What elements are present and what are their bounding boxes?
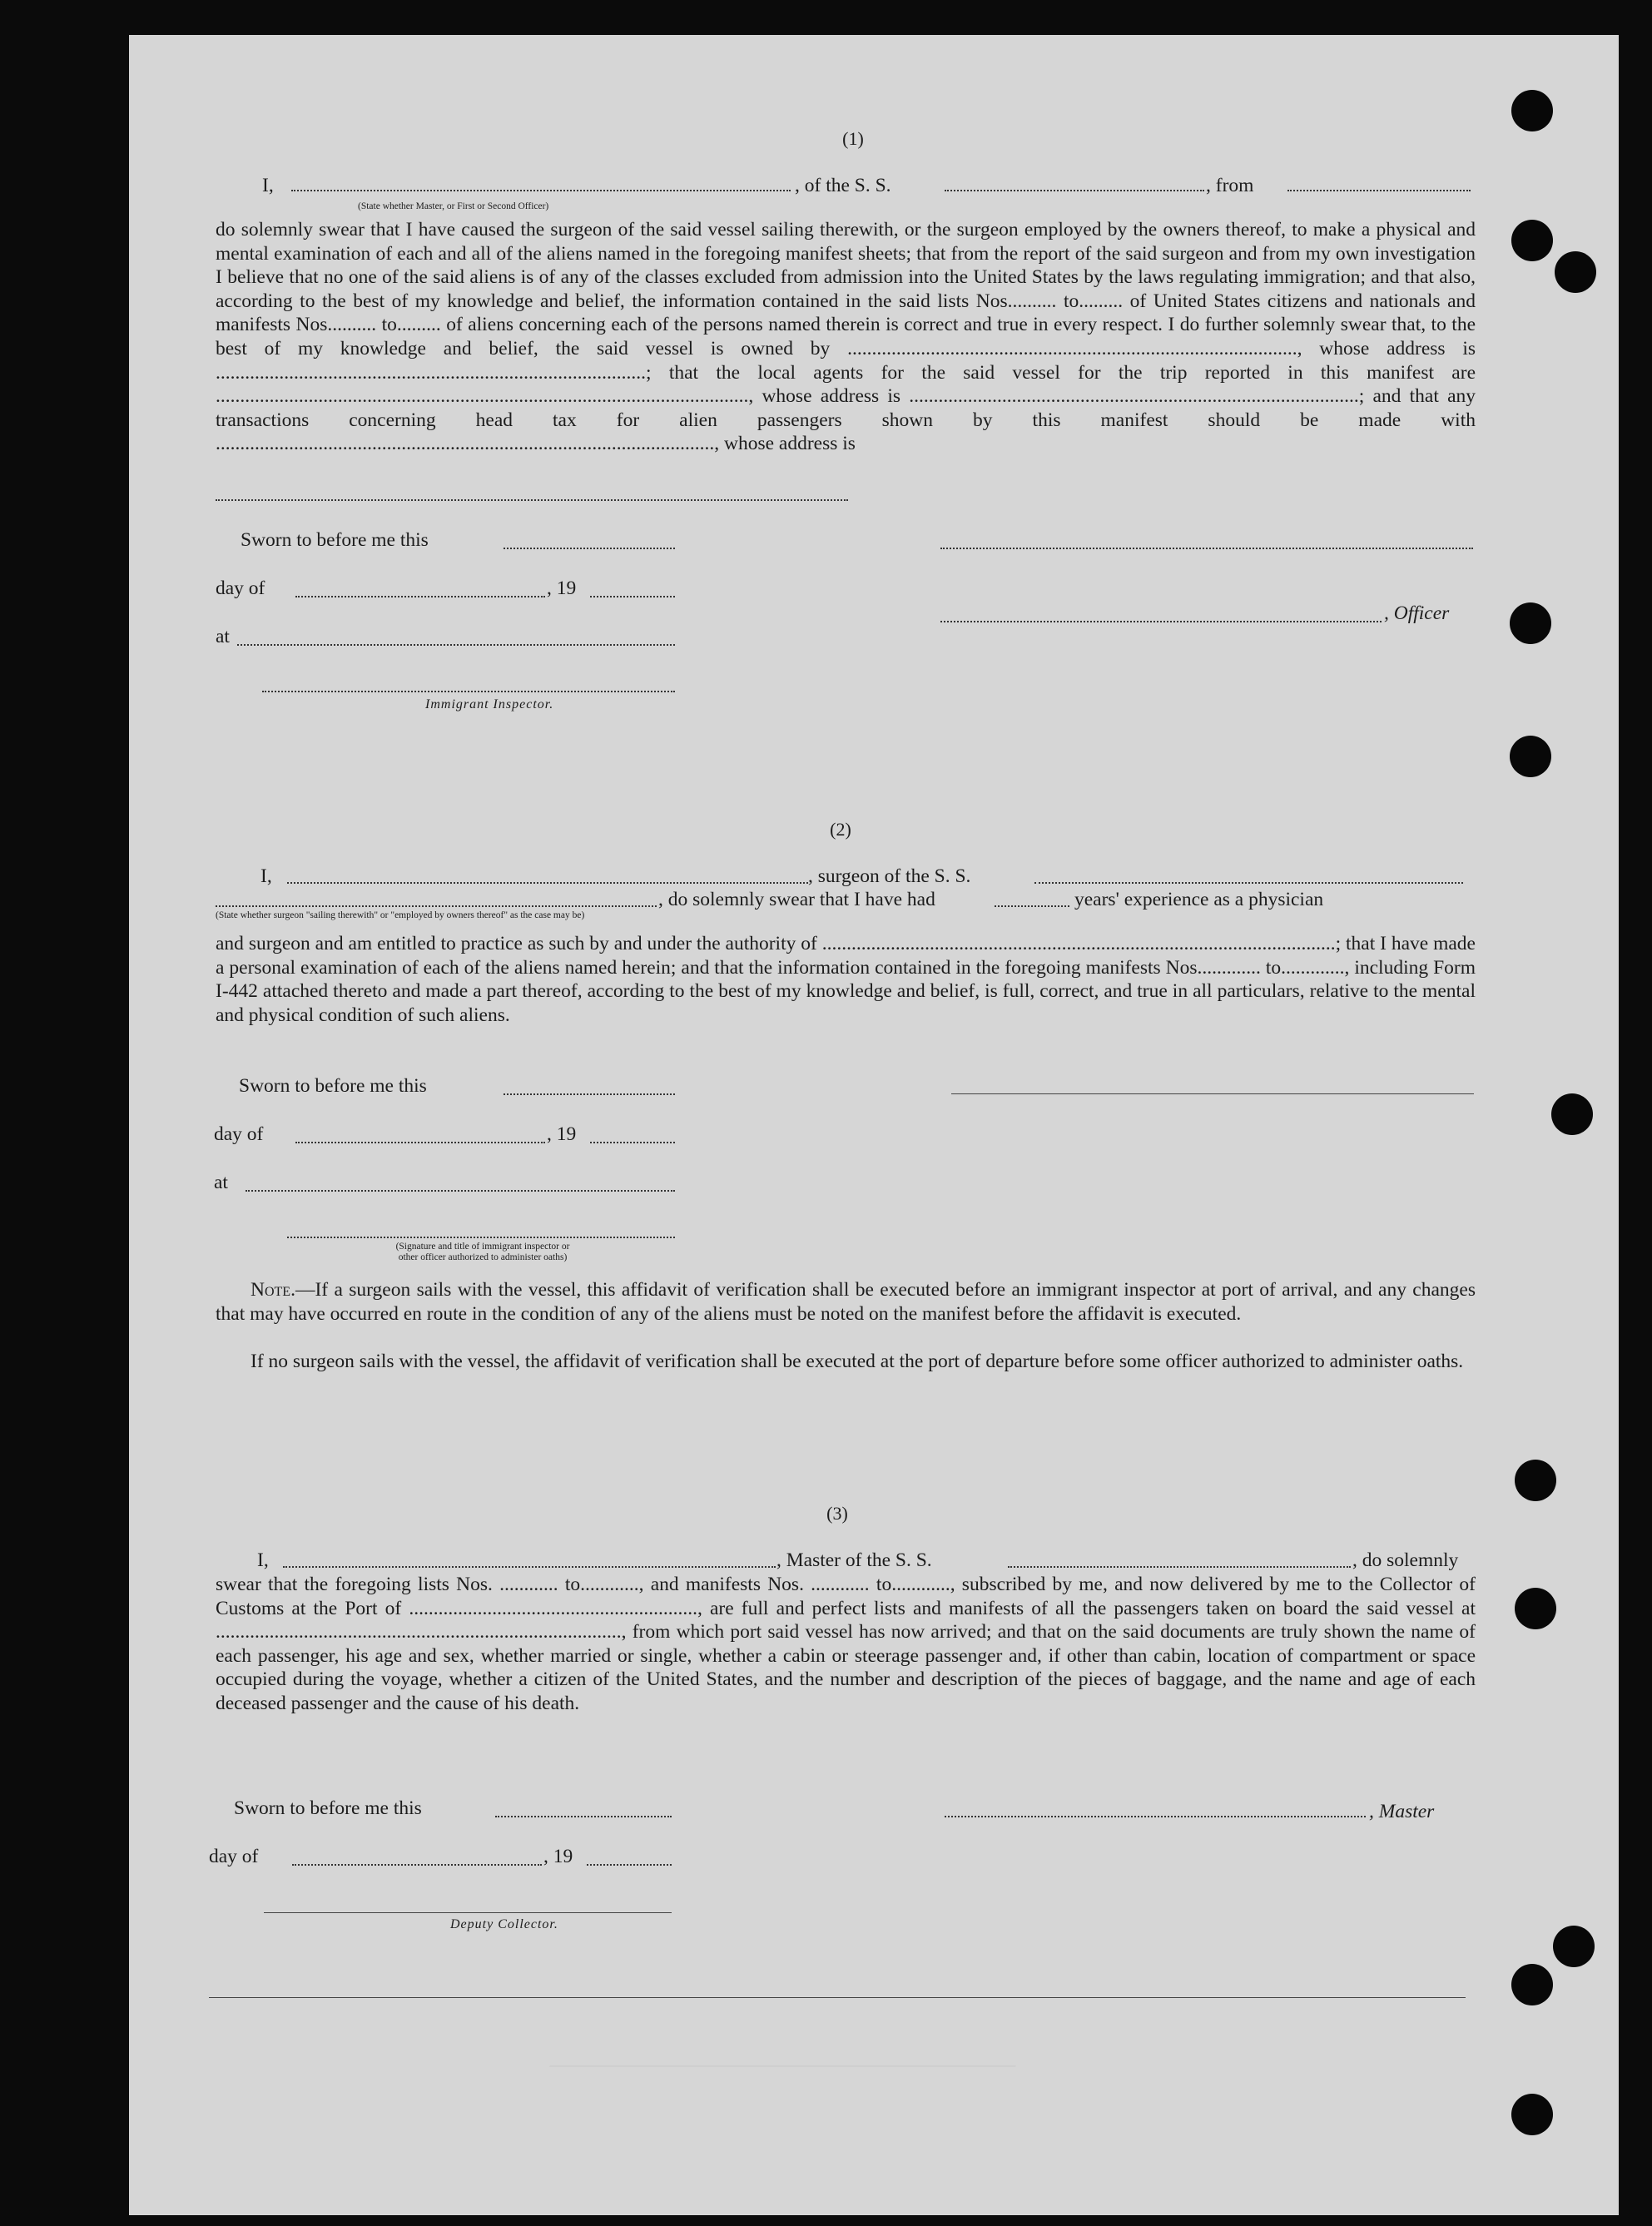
s1-inspector-caption: Immigrant Inspector. xyxy=(425,697,554,711)
s2-years-label: years' experience as a physician xyxy=(1074,889,1324,910)
s3-sworn-label: Sworn to before me this xyxy=(234,1797,422,1819)
s3-master-signature-field[interactable] xyxy=(945,1816,1366,1817)
s3-collector-signature-field[interactable] xyxy=(264,1912,672,1913)
punch-hole-icon xyxy=(1551,1093,1593,1135)
s2-surgeon-name-field[interactable] xyxy=(287,882,808,884)
s2-sworn-label: Sworn to before me this xyxy=(239,1075,427,1097)
punch-hole-icon xyxy=(1510,736,1551,777)
s1-sworn-label: Sworn to before me this xyxy=(241,529,429,551)
punch-hole-icon xyxy=(1553,1926,1595,1967)
s3-master-name-field[interactable] xyxy=(283,1566,776,1568)
s3-year-label: , 19 xyxy=(543,1846,573,1867)
s2-i-label: I, xyxy=(260,865,272,887)
s2-surgeon-label: , surgeon of the S. S. xyxy=(808,865,971,887)
s1-ss-label: , of the S. S. xyxy=(795,175,891,196)
s2-at-label: at xyxy=(214,1172,228,1193)
s1-signature-field[interactable] xyxy=(940,548,1473,549)
s1-sworn-date-field[interactable] xyxy=(504,548,675,549)
s1-from-label: , from xyxy=(1206,175,1254,196)
s3-i-label: I, xyxy=(257,1549,269,1571)
s2-years-field[interactable] xyxy=(995,905,1069,907)
s2-status-caption: (State whether surgeon "sailing therewith" or "employed by owners thereof" as the case may be) xyxy=(216,910,585,920)
s2-note-label: Note. xyxy=(251,1279,295,1301)
s2-year-field[interactable] xyxy=(590,1142,675,1143)
punch-hole-icon xyxy=(1515,1460,1556,1501)
s1-officer-label: , Officer xyxy=(1384,602,1450,624)
s1-officer-rank-field[interactable] xyxy=(291,190,791,191)
s3-collector-caption: Deputy Collector. xyxy=(450,1917,558,1931)
s2-note-text: —If a surgeon sails with the vessel, this affidavit of verification shall be executed before an immigrant inspector at port of arrival, and any changes that may have occurred en route in the condition of any of the aliens must be noted on the manifest before the affidavit is executed. xyxy=(216,1279,1476,1325)
s2-note xyxy=(216,1278,1476,1326)
s3-oath-body: swear that the foregoing lists Nos. ............ to............, and manifests Nos. ............ to............, subscribed by me, and now delivered by me to the Collector of Customs at the Port of ..........................................................., are full and perfect lists and manifests of all the passengers taken on board the said vessel at ..................................................................................., from which port said vessel has now arrived; and that on the said documents are truly shown the name of each passenger, his age and sex, whether married or single, whether a cabin or steerage passenger and, if other than cabin, location of compartment or space occupied during the voyage, whether a citizen of the United States, and the number and description of the pieces of baggage, and the name and age of each deceased passenger and the cause of his death. xyxy=(216,1574,1476,1714)
s1-officer-field[interactable] xyxy=(940,621,1382,622)
s2-signature-caption-1: (Signature and title of immigrant inspector or xyxy=(395,1242,570,1252)
s2-day-of-label: day of xyxy=(214,1123,264,1145)
punch-hole-icon xyxy=(1511,2094,1553,2135)
punch-hole-icon xyxy=(1511,1964,1553,2005)
s3-day-of-field[interactable] xyxy=(292,1864,542,1866)
s1-at-field[interactable] xyxy=(237,644,675,646)
s1-from-port-field[interactable] xyxy=(1287,190,1471,191)
bleed-through-handwriting xyxy=(549,1999,1040,2067)
s2-vessel-name-field[interactable] xyxy=(1034,882,1463,884)
s1-year-field[interactable] xyxy=(590,596,675,597)
s3-end-label: , do solemnly xyxy=(1352,1549,1459,1571)
s1-at-label: at xyxy=(216,626,230,647)
bottom-rule xyxy=(209,1997,1466,1998)
s2-note-2: If no surgeon sails with the vessel, the affidavit of verification shall be executed at the port of departure before some officer authorized to administer oaths. xyxy=(251,1351,1464,1372)
s2-swear-label: , do solemnly swear that I have had xyxy=(658,889,935,910)
s2-sworn-date-field[interactable] xyxy=(504,1093,675,1095)
s2-inspector-signature-field[interactable] xyxy=(287,1237,675,1238)
s3-sworn-date-field[interactable] xyxy=(495,1816,672,1817)
s1-year-label: , 19 xyxy=(547,578,577,599)
s1-i-label: I, xyxy=(262,175,274,196)
s2-surgeon-status-field[interactable] xyxy=(216,905,657,907)
s1-officer-rank-caption: (State whether Master, or First or Second Officer) xyxy=(358,201,549,211)
s1-inspector-signature-field[interactable] xyxy=(262,691,675,692)
section-3-heading: (3) xyxy=(826,1503,848,1524)
document-page xyxy=(129,35,1619,2215)
s3-master-signature-label: , Master xyxy=(1369,1801,1435,1822)
s2-at-field[interactable] xyxy=(246,1190,675,1192)
punch-hole-icon xyxy=(1511,90,1553,131)
s2-oath-body: and surgeon and am entitled to practice as such by and under the authority of .........................................................................................................; that I have made a personal examination of each of the aliens named herein; and that the information contained in the foregoing manifests Nos............. to............., including Form I-442 attached thereto and made a part thereof, according to the best of my knowledge and belief, is full, correct, and true in all particulars, relative to the mental and physical condition of such aliens. xyxy=(216,933,1476,1026)
punch-hole-icon xyxy=(1511,220,1553,261)
s1-address-continuation-field[interactable] xyxy=(216,499,848,501)
s2-signature-field[interactable] xyxy=(951,1093,1474,1094)
s1-day-of-label: day of xyxy=(216,578,265,599)
s1-vessel-name-field[interactable] xyxy=(945,190,1204,191)
s3-vessel-name-field[interactable] xyxy=(1008,1566,1351,1568)
section-1-heading: (1) xyxy=(842,128,864,149)
s2-year-label: , 19 xyxy=(547,1123,577,1145)
punch-hole-icon xyxy=(1510,602,1551,644)
section-2-heading: (2) xyxy=(830,819,851,840)
punch-hole-icon xyxy=(1515,1588,1556,1629)
s2-signature-caption-2: other officer authorized to administer oaths) xyxy=(398,1252,568,1262)
s2-day-of-field[interactable] xyxy=(295,1142,545,1143)
punch-hole-icon xyxy=(1555,251,1596,293)
s3-master-label: , Master of the S. S. xyxy=(776,1549,932,1571)
s1-day-of-field[interactable] xyxy=(295,596,545,597)
s1-oath-body: do solemnly swear that I have caused the surgeon of the said vessel sailing therewith, or the surgeon employed by the owners thereof, to make a physical and mental examination of each and all of the aliens named in the foregoing manifest sheets; that from the report of the said surgeon and from my own investigation I believe that no one of the said aliens is of any of the classes excluded from admission into the United States by the laws regulating immigration; and that also, according to the best of my knowledge and belief, the information contained in the said lists Nos.......... to......... of United States citizens and nationals and manifests Nos.......... to......... of aliens concerning each of the persons named therein is correct and true in every respect. I do further solemnly swear that, to the best of my knowledge and belief, the said vessel is owned by ............................................................................................, whose address is ........................................................................................; that the local agents for the said vessel for the trip reported in this manifest are ............................................................................................................., whose address is ............................................................................................; and that any transactions concerning head tax for alien passengers shown by this manifest should be made with ......................................................................................................, whose address is xyxy=(216,219,1476,455)
s3-year-field[interactable] xyxy=(587,1864,672,1866)
s3-day-of-label: day of xyxy=(209,1846,259,1867)
